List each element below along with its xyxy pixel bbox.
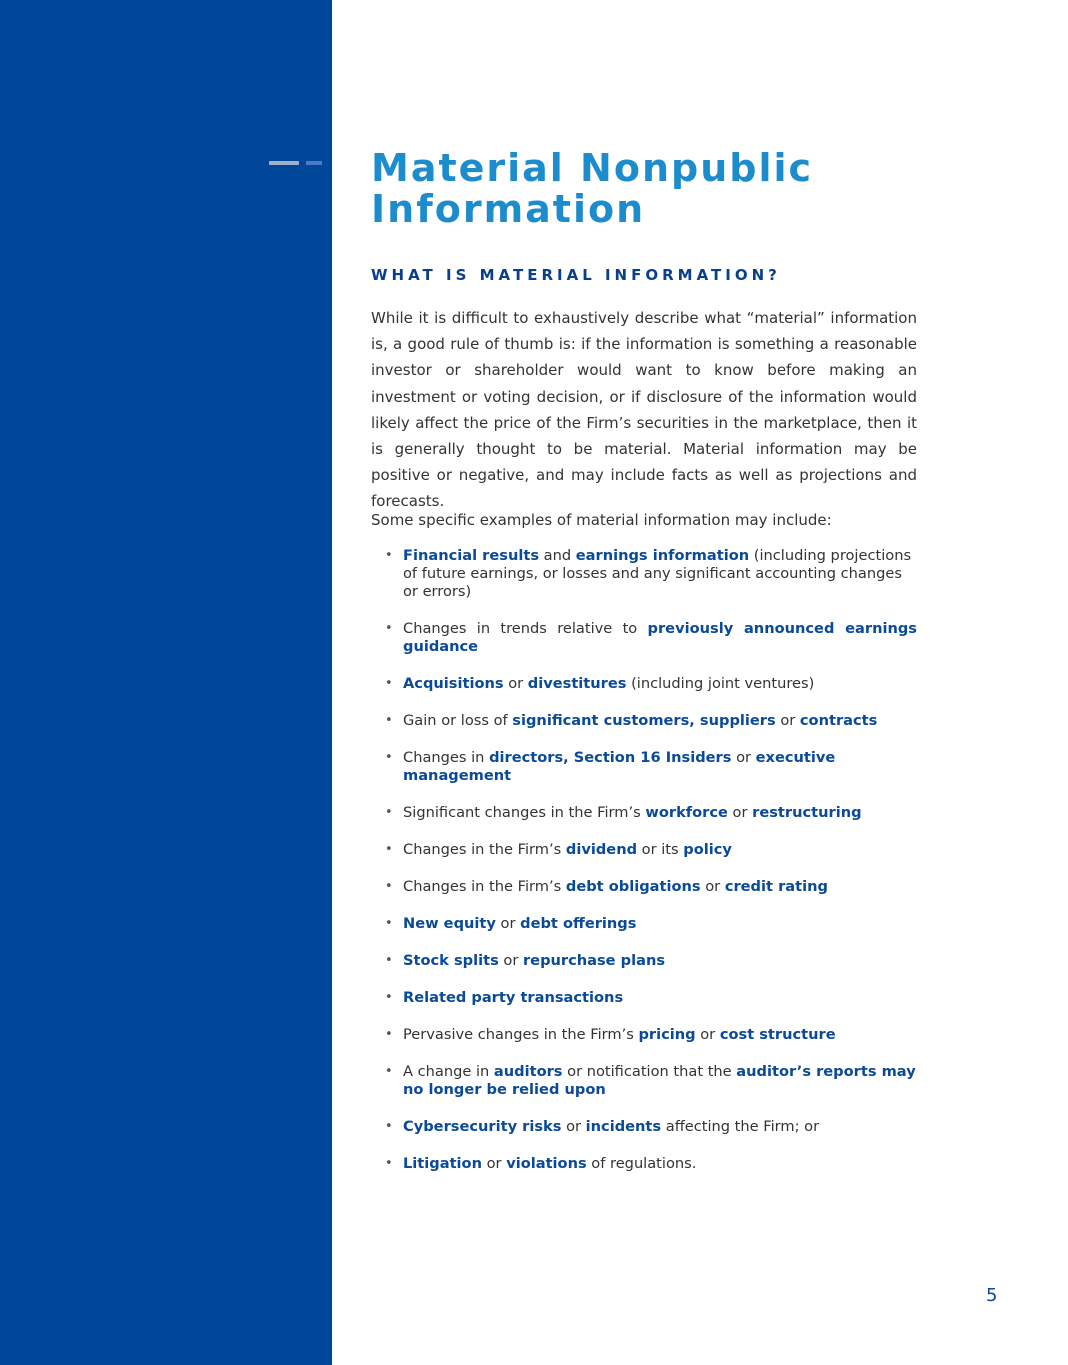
bullet-icon: • [385,879,393,894]
list-text: or [695,1026,720,1043]
list-text: (including projections of future earnings, or losses and any significant accounting changes or errors) [403,547,912,600]
keyword: debt obligations [565,878,701,895]
keyword: debt offerings [520,915,637,932]
keyword: credit rating [724,878,828,895]
bullet-icon: • [385,750,393,765]
keyword: pricing [638,1026,696,1043]
bullet-icon: • [385,842,393,857]
bullet-icon: • [385,990,393,1005]
list-item [371,1155,917,1173]
list-item [371,547,917,601]
list-item [371,1063,917,1099]
keyword: directors, Section 16 Insiders [489,749,732,766]
list-text: or [727,804,753,821]
bullet-icon: • [385,548,393,563]
list-text: (including joint ventures) [626,675,815,692]
bullet-icon: • [385,1119,393,1134]
keyword: violations [506,1155,587,1172]
list-text: or [561,1118,586,1135]
keyword: Acquisitions [403,675,504,692]
list-text: or notification that the [562,1063,737,1080]
keyword: policy [683,841,732,858]
keyword: significant customers, suppliers [512,712,776,729]
list-item [371,841,917,859]
keyword: Related party transactions [403,989,624,1006]
list-text: Changes in trends relative to [403,620,648,637]
bullet-icon: • [385,1064,393,1079]
list-text: A change in [403,1063,494,1080]
list-item [371,712,917,730]
list-text: or [731,749,756,766]
keyword: Stock splits [403,952,499,969]
list-text: Gain or loss of [403,712,513,729]
list-item [371,1026,917,1044]
keyword: earnings information [575,547,750,564]
keyword: workforce [645,804,728,821]
sidebar-panel [0,0,332,1365]
list-item [371,878,917,896]
keyword: executive management [403,749,836,784]
list-item [371,915,917,933]
keyword: divestitures [527,675,627,692]
list-text: or [495,915,521,932]
list-text: or [700,878,725,895]
accent-dash [269,161,299,165]
list-text: or [775,712,800,729]
bullet-icon: • [385,621,393,636]
list-text: affecting the Firm; or [661,1118,820,1135]
list-item [371,952,917,970]
list-text: or [498,952,523,969]
keyword: incidents [585,1118,662,1135]
keyword: restructuring [752,804,862,821]
list-text: Significant changes in the Firm’s [403,804,646,821]
bullet-icon: • [385,805,393,820]
keyword: Litigation [403,1155,482,1172]
intro-paragraph: While it is difficult to exhaustively describe what “material” information is, a good rule of thumb is: if the information is something a reasonable investor or shareholder would want to know before making an investment or voting decision, or if disclosure of the information would likely affect the price of the Firm’s securities in the marketplace, then it is generally thought to be material. Material information may be positive or negative, and may include facts as well as projections and forecasts. [371,309,917,511]
bullet-icon: • [385,953,393,968]
bullet-icon: • [385,1156,393,1171]
bullet-icon: • [385,916,393,931]
bullet-icon: • [385,713,393,728]
keyword: Cybersecurity risks [403,1118,562,1135]
list-item [371,989,917,1007]
bullet-icon: • [385,676,393,691]
list-text: or [503,675,528,692]
keyword: previously announced earnings guidance [403,620,917,655]
list-item [371,749,917,785]
section-subheading: WHAT IS MATERIAL INFORMATION? [371,266,781,284]
list-text: and [539,547,576,564]
page-title: Material Nonpublic Information [371,146,814,231]
list-text: or [481,1155,507,1172]
list-item [371,620,917,656]
keyword: cost structure [719,1026,836,1043]
keyword: Financial results [403,547,540,564]
list-text: Changes in [403,749,490,766]
examples-list [371,547,917,1192]
keyword: auditors [493,1063,563,1080]
list-item [371,675,917,693]
list-text: or its [637,841,684,858]
keyword: contracts [799,712,878,729]
list-text: of regulations. [586,1155,697,1172]
keyword: New equity [403,915,496,932]
accent-dash [306,161,322,165]
list-item [371,1118,917,1136]
list-text: Pervasive changes in the Firm’s [403,1026,639,1043]
list-lead: Some specific examples of material information may include: [371,511,832,529]
list-item [371,804,917,822]
list-text: Changes in the Firm’s [403,841,566,858]
keyword: repurchase plans [522,952,666,969]
page-number: 5 [986,1285,998,1306]
bullet-icon: • [385,1027,393,1042]
keyword: auditor’s reports may no longer be relied upon [403,1063,916,1098]
list-text: Changes in the Firm’s [403,878,566,895]
keyword: dividend [565,841,638,858]
